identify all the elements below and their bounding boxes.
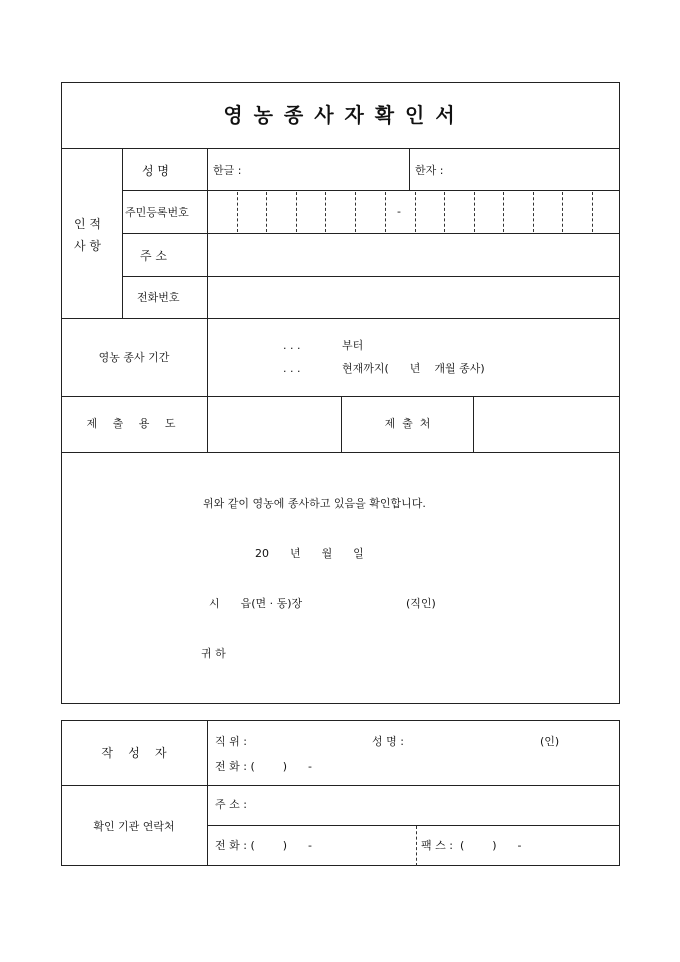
writer-label: 작 성 자 xyxy=(101,746,167,760)
digit-separator xyxy=(503,192,504,232)
digit-separator xyxy=(296,192,297,232)
purpose-field[interactable] xyxy=(208,397,340,451)
writer-seal: (인) xyxy=(540,735,560,748)
digit-separator xyxy=(415,192,416,232)
address-field[interactable] xyxy=(208,234,619,275)
contact-phone-field[interactable]: 전 화 : ( ) - xyxy=(215,839,312,852)
rrn-dash: - xyxy=(397,205,401,218)
writer-name-field[interactable]: 성 명 : xyxy=(372,735,404,748)
writer-phone-field[interactable]: 전 화 : ( ) - xyxy=(215,760,312,773)
statement-text: 위와 같이 영농에 종사하고 있음을 확인합니다. xyxy=(203,497,426,510)
digit-separator xyxy=(533,192,534,232)
destination-label: 제 출 처 xyxy=(384,417,431,430)
period-label: 영농 종사 기간 xyxy=(98,351,170,364)
purpose-label: 제 출 용 도 xyxy=(86,417,182,430)
digit-separator xyxy=(266,192,267,232)
divider xyxy=(61,785,620,786)
personal-section-label: 사 항 xyxy=(74,239,101,253)
digit-separator xyxy=(355,192,356,232)
digit-separator xyxy=(237,192,238,232)
divider xyxy=(416,826,417,866)
divider xyxy=(61,148,620,149)
contact-table xyxy=(61,720,620,866)
divider xyxy=(122,190,620,191)
page-title: 영 농 종 사 자 확 인 서 xyxy=(223,103,457,127)
rrn-label: 주민등록번호 xyxy=(125,206,189,219)
recipient-line: 귀 하 xyxy=(201,647,226,660)
divider xyxy=(207,720,208,866)
seal-mark: (직인) xyxy=(406,597,436,610)
divider xyxy=(207,825,620,826)
digit-separator xyxy=(385,192,386,232)
period-to-text: 현재까지( 년 개월 종사) xyxy=(342,362,485,375)
digit-separator xyxy=(474,192,475,232)
phone-label: 전화번호 xyxy=(137,291,180,304)
personal-section-label: 인 적 xyxy=(74,217,101,231)
divider xyxy=(61,318,620,319)
period-to-date[interactable]: . . . xyxy=(283,362,301,375)
divider xyxy=(61,452,620,453)
contact-fax-field[interactable]: 팩 스 : ( ) - xyxy=(421,839,522,852)
destination-field[interactable] xyxy=(474,397,619,451)
date-line: 20 년 월 일 xyxy=(255,547,364,560)
address-label: 주 소 xyxy=(140,249,167,263)
hangul-name-field[interactable]: 한글 : xyxy=(213,164,242,177)
divider xyxy=(409,148,410,190)
issuer-line: 시 읍(면 · 동)장 xyxy=(209,597,303,610)
contact-label: 확인 기관 연락처 xyxy=(93,820,175,833)
digit-separator xyxy=(592,192,593,232)
writer-position-field[interactable]: 직 위 : xyxy=(215,735,247,748)
digit-separator xyxy=(562,192,563,232)
contact-address-field[interactable]: 주 소 : xyxy=(215,798,247,811)
hanja-name-field[interactable]: 한자 : xyxy=(415,164,444,177)
digit-separator xyxy=(444,192,445,232)
period-from-text: 부터 xyxy=(342,339,364,352)
name-label: 성 명 xyxy=(142,164,169,178)
period-from-date[interactable]: . . . xyxy=(283,339,301,352)
phone-field[interactable] xyxy=(208,277,619,317)
digit-separator xyxy=(325,192,326,232)
